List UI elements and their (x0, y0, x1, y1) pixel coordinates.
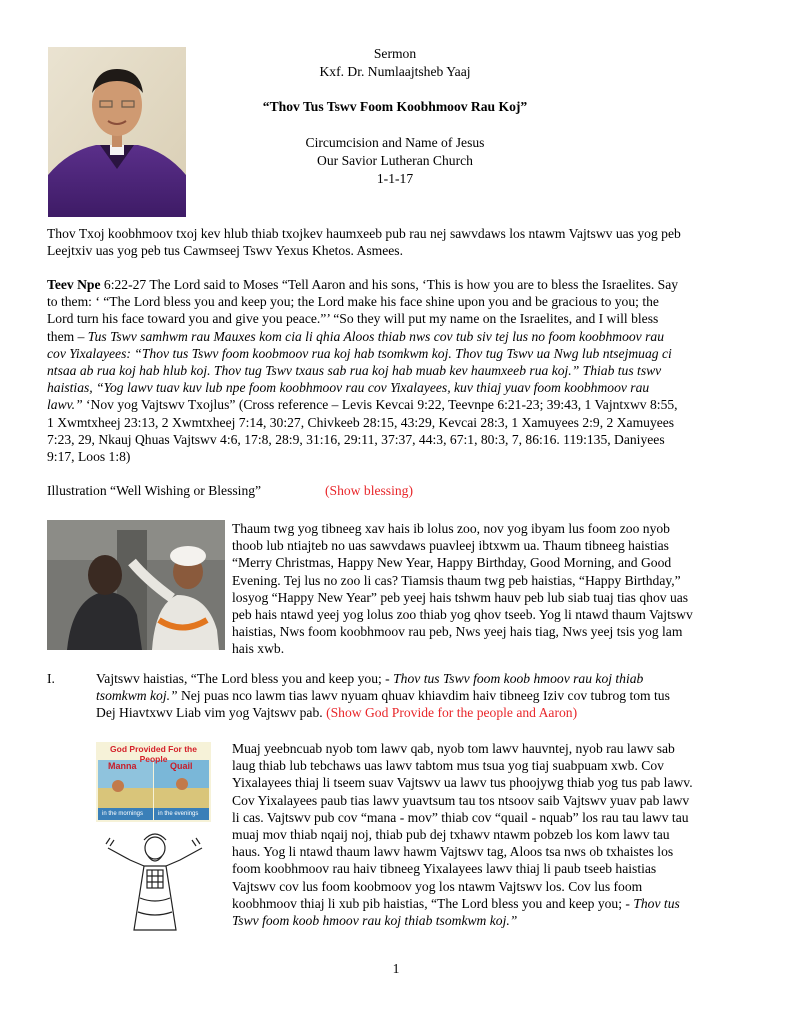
manna-line: koobhmoov thiaj li xub pib haistias, “The Lord bless you and keep you; - Thov tus (232, 895, 680, 911)
aaron-blessing-drawing (100, 826, 210, 934)
manna-line: Cov Yixalayees paub tias lawv yuavtsum tau tos ntsoov saib Vajtswv yuav pab lawv (232, 792, 690, 808)
header-date: 1-1-17 (376, 171, 414, 186)
section-one-paragraph (96, 670, 751, 722)
intro-line: Leejtxiv uas yog peb tus Cawmseej Tswv Yexus Khetos. Asmees. (47, 243, 403, 259)
blessing-photo (47, 520, 225, 650)
text-line: ntsaa ab rua koj hab hlub koj. Thov tug Tswv txaus sab rua koj hab muab kev haumxeeb rua koj.” Thiab tus tswv (47, 363, 662, 379)
pastor-portrait-image (48, 47, 186, 217)
manna-line: Tswv foom koob hmoov rau koj thiab tsomkwm koj.” (232, 913, 518, 929)
text-line: haistias, “Yog lawv tuav kuv lub npe foom koobhmoov rau cov Yixalayees, kuv thiaj yuav foom koobhmoov rau (47, 380, 650, 396)
blessing-line: peb hais ntawd yeej yog lolus zoo thiab yog qhov tseeb. Yog li ntawd thaum Vajtswv (232, 607, 693, 623)
blessing-line: hais xwb. (232, 641, 285, 657)
text-line: 7:23, 29, Nkauj Qhuas Vajtswv 4:6, 17:8, 28:9, 31:16, 29:11, 37:37, 44:3, 67:1, 80:3, 7, 86:16. 119:135, Daniyees (47, 431, 665, 447)
section-line: Dej Hiavtxwv Liab vim yog Vajtswv pab. (Show God Provide for the people and Aaron) (96, 705, 578, 721)
manna-paragraph (232, 740, 757, 929)
text-line: Teev Npe 6:22-27 The Lord said to Moses “Tell Aaron and his sons, ‘This is how you are to bless the Israelites. Say (47, 277, 679, 292)
pastor-photo (48, 47, 186, 217)
manna-line: haus. Yog li ntawd thaum lawv hawm Vajtswv tag, Aloos tsa nws ob txhaistes los (232, 844, 674, 860)
intro-line: Thov Txoj koobhmoov txoj kev hlub thiab txojkev haumxeeb pub rau nej sawvdaws los ntawm Vajtswv uas yog peb (47, 226, 681, 241)
header-occasion: Circumcision and Name of Jesus (305, 135, 485, 150)
text-label: Teev Npe (47, 277, 101, 292)
blessing-line: “Merry Christmas, Happy New Year, Happy Birthday, Good Morning, and Good (232, 555, 672, 571)
manna-line: Vajtswv cov lus foom koobmoov yog los ntawm Vajtswv los. Cov lus foom (232, 878, 643, 894)
text-line: to them: ‘ “The Lord bless you and keep you; the Lord make his face shine upon you and be gracious to you; the (47, 294, 659, 310)
intro-paragraph (47, 225, 747, 259)
manna-line: Muaj yeebncuab nyob tom lawv qab, nyob tom lawv hauvntej, nyob rau lawv sab (232, 741, 675, 756)
manna-line: laug thiab lub tebchaws uas lawv tabtom mus tsua yog tiaj suabpuam xwb. Cov (232, 758, 664, 774)
illustration-note: (Show blessing) (325, 483, 413, 498)
header-author: Kxf. Dr. Numlaajtsheb Yaaj (319, 64, 471, 79)
blessing-line: losyog “Happy New Year” peb yeej hais tshwm hauv peb lub siab tuaj tias qhov uas (232, 589, 689, 605)
blessing-paragraph (232, 520, 752, 658)
blessing-line: thoob lub ntiajteb no uas sawvdaws puavleej ibtxwm ua. Thaum tibneeg haistias (232, 538, 669, 554)
text-line: 9:17, Loos 1:8) (47, 449, 131, 465)
manna-line: foom koobhmoov rau haiv tibneeg Yixalayees lawv thiaj li paub tseeb haistias (232, 861, 657, 877)
blessing-line: Evening. Tej lus no zoo li cas? Tiamsis thaum twg peb haistias, “Happy Birthday,” (232, 572, 681, 588)
manna-quail-poster (96, 742, 211, 822)
section-line: tsomkwm koj.” Nej puas nco lawm tias lawv nyuam qhuav khiavdim haiv tibneeg Iziv cov tubrog tom tus (96, 688, 670, 704)
text-line: 1 Xwmtxheej 23:13, 2 Xwmtxheej 7:14, 30:27, Chivkeeb 28:15, 43:29, Kevcai 28:3, 1 Xamuyees 2:9, 2 Xamuyees (47, 414, 675, 430)
header-church: Our Savior Lutheran Church (317, 153, 473, 168)
poster-title: God Provided For the People (110, 744, 197, 764)
illustration-label: Illustration “Well Wishing or Blessing” (47, 483, 262, 498)
section-line: Vajtswv haistias, “The Lord bless you and keep you; - Thov tus Tswv foom koob hmoov rau koj thiab (96, 671, 644, 686)
poster-left-caption: in the mornings (102, 811, 144, 817)
section-numeral: I. (47, 671, 55, 686)
blessing-line: Thaum twg yog tibneeg xav hais ib lolus zoo, nov yog ibyam lus foom zoo nyob (232, 521, 670, 536)
poster-manna-label: Manna (108, 761, 137, 771)
text-line: them – Tus Tswv samhwm rau Mauxes kom cia li qhia Aloos thiab nws cov tub siv tej lus no foom koobhmoov rau (47, 328, 665, 344)
poster-right-caption: in the evenings (158, 811, 199, 817)
text-paragraph (47, 276, 747, 465)
text-line: lawv.” ‘Nov yog Vajtswv Txojlus” (Cross reference – Levis Kevcai 9:22, Teevnpe 6:21-23; 39:43, 1 Vajntxwv 8:55, (47, 397, 678, 413)
aaron-drawing (100, 826, 210, 934)
manna-line: Yixalayees thiaj li tseem suav Vajtswv ua lawv tus phoojywg thiab yog tus pab lawv. (232, 775, 693, 791)
poster-quail-label: Quail (170, 761, 193, 771)
text-line: cov Yixalayees: “Thov tus Tswv foom koobmoov rua koj hab tsomkwm koj. Thov tug Tswv ua Nwg lub ntsejmuag ci (47, 345, 672, 361)
sermon-title: “Thov Tus Tswv Foom Koobhmoov Rau Koj” (262, 99, 528, 114)
blessing-line: haistias, Nws foom koobhmoov rau peb, Nws yeej hais tiag, Nws yeej tsis yog lam (232, 624, 683, 640)
manna-line: muaj mov thiab nqaij noj, thiab pub dej txhawv ntawm pobzeb los kom lawv tau (232, 827, 670, 843)
text-line: Lord turn his face toward you and give you peace.”’ “So they will put my name on the Israelites, and I will bless (47, 311, 659, 327)
page-number: 1 (392, 961, 400, 976)
blessing-scene-image (47, 520, 225, 650)
manna-line: li cas. Vajtswv pub cov “mana - mov” thiab cov “quail - nquab” los rau tau lawv tau (232, 809, 689, 825)
header-sermon: Sermon (373, 46, 417, 61)
